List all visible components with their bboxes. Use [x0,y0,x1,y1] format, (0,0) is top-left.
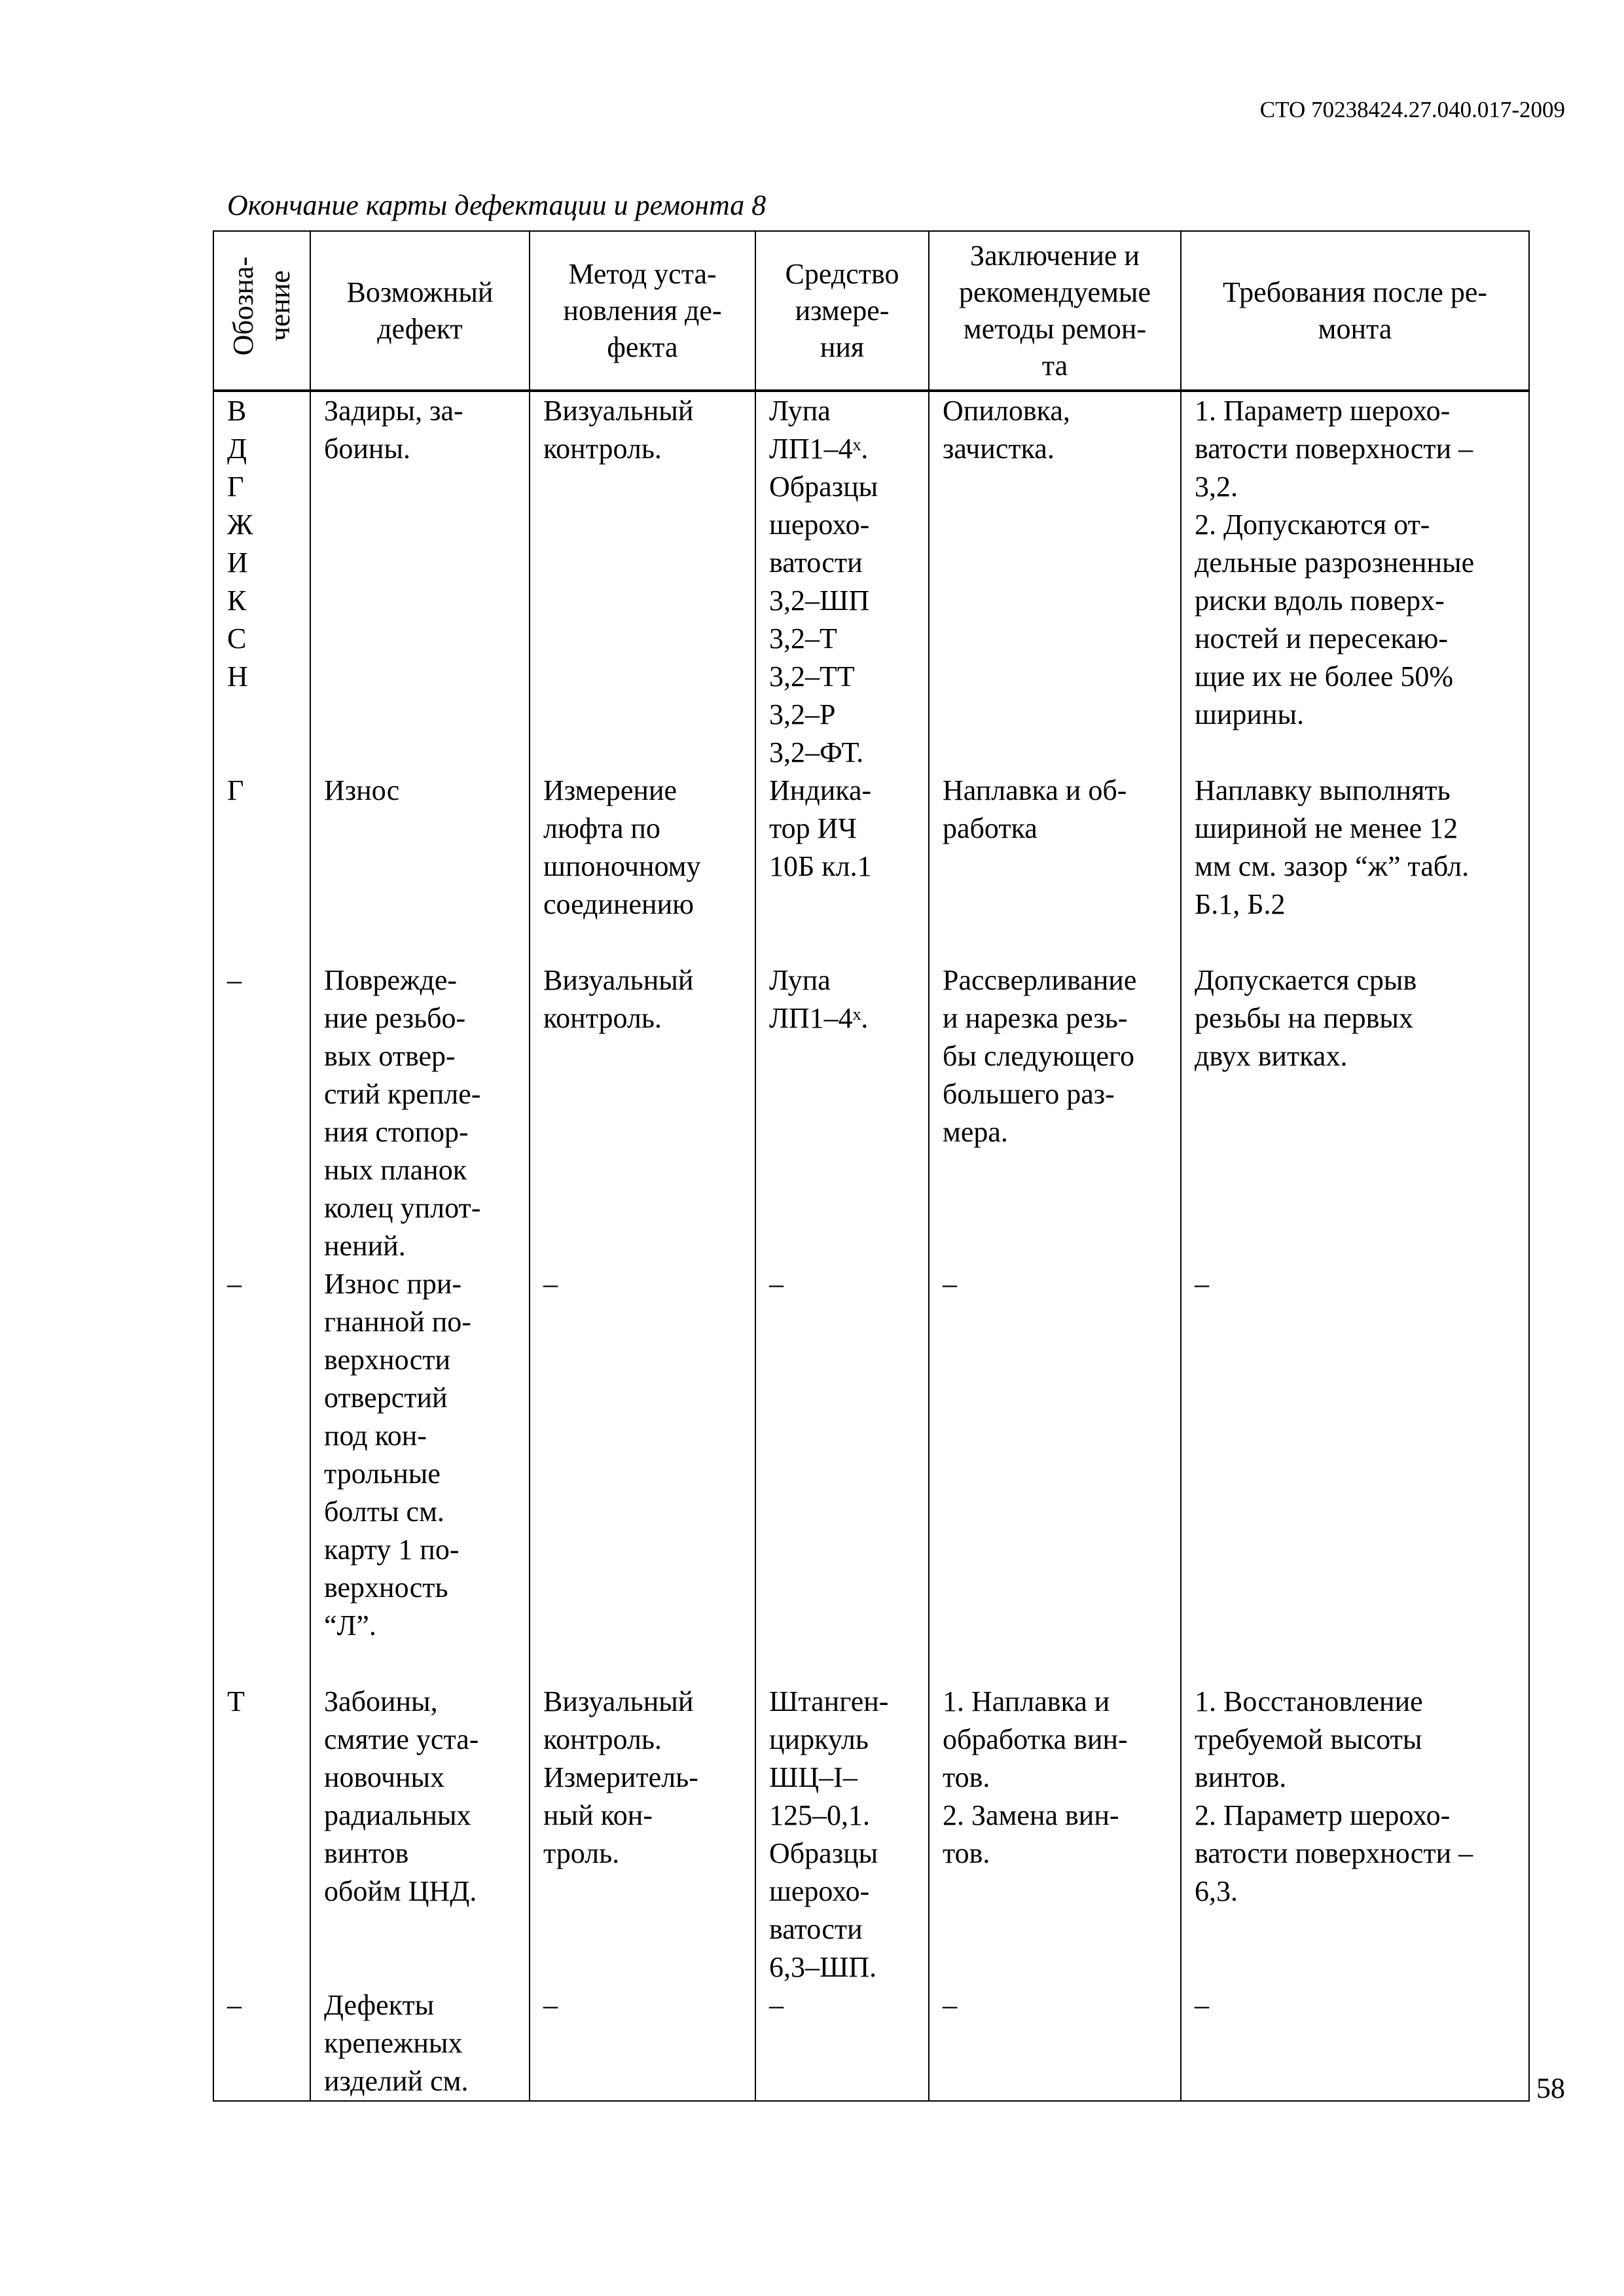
table-row [213,391,1529,772]
cell-tool: – [755,1986,929,2101]
table-header-row [213,231,1529,391]
cell-repair: – [929,1265,1181,1683]
cell-designation: Т [213,1683,310,1986]
cell-designation: Г [213,772,310,961]
cell-defect: Дефекты крепежных изделий см. [310,1986,530,2101]
page-number: 58 [1536,2072,1565,2104]
cell-tool: Штанген- циркуль ШЦ–I– 125–0,1. Образцы шерохо- ватости 6,3–ШП. [755,1683,929,1986]
cell-defect: Износ [310,772,530,961]
cell-tool: – [755,1265,929,1683]
cell-requirements: Наплавку выполнять шириной не менее 12 мм см. зазор “ж” табл. Б.1, Б.2 [1181,772,1529,961]
table-row [213,1265,1529,1683]
cell-tool: Лупа ЛП1–4ˣ. [755,961,929,1265]
cell-method: Визуальный контроль. [530,391,755,772]
cell-method: – [530,1265,755,1683]
cell-defect: Задиры, за- боины. [310,391,530,772]
cell-tool: Индика- тор ИЧ 10Б кл.1 [755,772,929,961]
cell-defect: Поврежде- ние резьбо- вых отвер- стий крепле- ния стопор- ных планок колец уплот- нений. [310,961,530,1265]
cell-requirements: Допускается срыв резьбы на первых двух витках. [1181,961,1529,1265]
table-row [213,961,1529,1265]
cell-requirements: – [1181,1265,1529,1683]
cell-defect: Забоины, смятие уста- новочных радиальных винтов обойм ЦНД. [310,1683,530,1986]
table-row [213,1683,1529,1986]
cell-repair: – [929,1986,1181,2101]
cell-repair: 1. Наплавка и обработка вин- тов. 2. Замена вин- тов. [929,1683,1181,1986]
cell-method: – [530,1986,755,2101]
header-possible-defect: Возможный дефект [310,231,530,391]
cell-repair: Наплавка и об- работка [929,772,1181,961]
cell-method: Визуальный контроль. [530,961,755,1265]
table-row [213,772,1529,961]
header-designation: Обозна- чение [213,231,310,391]
cell-tool: Лупа ЛП1–4ˣ. Образцы шерохо- ватости 3,2–ШП 3,2–Т 3,2–ТТ 3,2–Р 3,2–ФТ. [755,391,929,772]
cell-designation: – [213,961,310,1265]
cell-method: Измерение люфта по шпоночному соединению [530,772,755,961]
cell-method: Визуальный контроль. Измеритель- ный кон- троль. [530,1683,755,1986]
cell-repair: Рассверливание и нарезка резь- бы следующего большего раз- мера. [929,961,1181,1265]
cell-designation: – [213,1986,310,2101]
header-detection-method: Метод уста- новления де- фекта [530,231,755,391]
table-caption: Окончание карты дефектации и ремонта 8 [227,189,767,221]
header-measuring-tool: Средство измере- ния [755,231,929,391]
table-row [213,1986,1529,2101]
cell-designation: – [213,1265,310,1683]
cell-defect: Износ при- гнанной по- верхности отверстий под кон- трольные болты см. карту 1 по- верхность “Л”. [310,1265,530,1683]
document-code: СТО 70238424.27.040.017-2009 [1259,97,1565,122]
header-requirements: Требования после ре- монта [1181,231,1529,391]
defect-repair-table [213,230,1530,2102]
cell-designation: В Д Г Ж И К С Н [213,391,310,772]
cell-requirements: – [1181,1986,1529,2101]
cell-requirements: 1. Параметр шерохо- ватости поверхности – 3,2. 2. Допускаются от- дельные разрозненные риски вдоль поверх- ностей и пересекаю- щие их не более 50% ширины. [1181,391,1529,772]
cell-repair: Опиловка, зачистка. [929,391,1181,772]
header-conclusion-repair: Заключение и рекомендуемые методы ремон- та [929,231,1181,391]
cell-requirements: 1. Восстановление требуемой высоты винтов. 2. Параметр шерохо- ватости поверхности – 6,3. [1181,1683,1529,1986]
